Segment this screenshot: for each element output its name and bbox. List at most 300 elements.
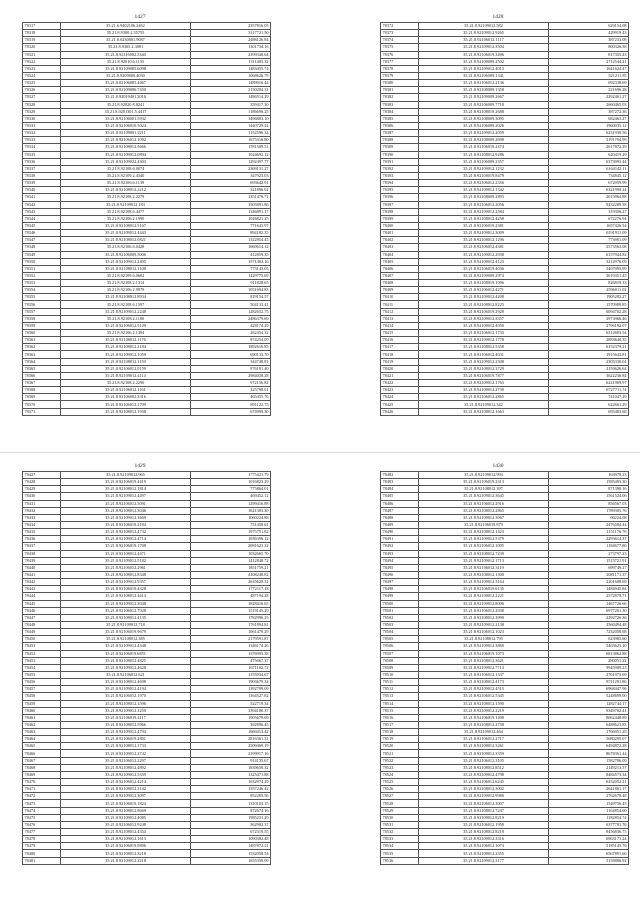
record-code-cell: 35.21.8.92109012.1613 [61, 836, 191, 843]
table-row [23, 757, 271, 764]
record-id-cell: 78345 [23, 222, 61, 229]
record-id-cell: 78405 [381, 258, 419, 265]
record-code-cell: 35.21.8.92108012.2739 [419, 387, 549, 394]
record-id-cell: 78419 [381, 358, 419, 365]
record-id-cell: 78394 [381, 180, 419, 187]
record-code-cell: 35.21.8.92109012.3359 [419, 750, 549, 757]
table-row [23, 486, 271, 493]
record-amount-cell: 1570989.85 [549, 301, 629, 308]
record-amount-cell: 1467726.66 [549, 600, 629, 607]
table-row [381, 380, 629, 387]
record-amount-cell: 2357816.05 [191, 23, 271, 30]
record-code-cell: 35.21.8.92109012.9986 [419, 793, 549, 800]
table-row [381, 514, 629, 521]
record-amount-cell: 387272.36 [549, 108, 629, 115]
table-row [381, 387, 629, 394]
table-row [23, 265, 271, 272]
record-code-cell: 35.21.8.92106019.6135 [419, 586, 549, 593]
record-amount-cell: 2984038.28 [191, 372, 271, 379]
record-code-cell: 35.21.8.92106012.1117 [419, 37, 549, 44]
record-id-cell: 78409 [381, 287, 419, 294]
record-id-cell: 78330 [23, 115, 61, 122]
record-amount-cell: 871390.16 [549, 486, 629, 493]
record-code-cell: 35.21.8.92109012.718 [61, 621, 191, 628]
record-amount-cell: 1026821.25 [191, 215, 271, 222]
record-amount-cell: 9232289.38 [549, 201, 629, 208]
record-amount-cell: 5159806.92 [549, 857, 629, 864]
record-id-cell: 78508 [381, 657, 419, 664]
record-code-cell: 35.21.8.92106012.1958 [419, 821, 549, 828]
table-row [23, 764, 271, 771]
record-amount-cell: 620419.29 [549, 151, 629, 158]
table-row [23, 843, 271, 850]
record-code-cell: 35.21.8.92106019.1824 [61, 800, 191, 807]
record-id-cell: 78446 [23, 607, 61, 614]
record-code-cell: 35.21.8.92109012.4714 [61, 536, 191, 543]
record-code-cell: 35.21.8.92106019.2801 [61, 736, 191, 743]
table-row [381, 829, 629, 836]
record-amount-cell: 2486379.69 [191, 315, 271, 322]
record-amount-cell: 2761973.69 [549, 671, 629, 678]
table-row [23, 557, 271, 564]
table-row [23, 607, 271, 614]
record-code-cell: 35.21.8.92109012.1059 [61, 351, 191, 358]
record-code-cell: 35.21.8.92109009.2667 [419, 94, 549, 101]
table-row [23, 857, 271, 864]
record-code-cell: 35.21.8.92106012.2056 [419, 201, 549, 208]
record-code-cell: 35.21.8.92108012.7247 [419, 807, 549, 814]
record-code-cell: 35.21.8.92109001.2211 [61, 130, 191, 137]
table-row [381, 208, 629, 215]
record-id-cell: 78526 [381, 786, 419, 793]
table-row [23, 287, 271, 294]
record-amount-cell: 1571402.16 [191, 258, 271, 265]
record-amount-cell: 1412848.72 [191, 557, 271, 564]
record-amount-cell: 741047.29 [549, 394, 629, 401]
record-code-cell: 35.21.8.92108009.3095 [419, 115, 549, 122]
table-row [381, 836, 629, 843]
record-code-cell: 35.21.8.92108012.2758 [419, 721, 549, 728]
record-id-cell: 78339 [23, 180, 61, 187]
record-amount-cell: 325798.01 [191, 387, 271, 394]
record-id-cell: 78431 [23, 500, 61, 507]
table-row [23, 693, 271, 700]
table-row [23, 564, 271, 571]
record-amount-cell: 2488126.84 [191, 37, 271, 44]
record-code-cell: 35.21.8.92109012.8219 [419, 814, 549, 821]
record-amount-cell: 6094702.28 [549, 308, 629, 315]
record-id-cell: 78480 [23, 850, 61, 857]
record-code-cell: 35.21.8.92010.6.1135 [61, 58, 191, 65]
record-code-cell: 35.21.8.92106.2.9979 [61, 287, 191, 294]
record-code-cell: 35.21.8.92109012.2059 [419, 130, 549, 137]
record-code-cell: 35.21.8.92109012.9357 [61, 579, 191, 586]
record-code-cell: 35.21.8.92109012.464 [419, 729, 549, 736]
page-1427 [22, 13, 269, 416]
record-code-cell: 35.21.8.92108012.8934 [61, 294, 191, 301]
record-id-cell: 78490 [381, 529, 419, 536]
table-row [23, 721, 271, 728]
record-id-cell: 78397 [381, 201, 419, 208]
record-code-cell: 35.21.8.92108012.4354 [61, 829, 191, 836]
table-row [23, 87, 271, 94]
record-amount-cell: 1186696.25 [191, 108, 271, 115]
record-id-cell: 78439 [23, 557, 61, 564]
table-row [381, 215, 629, 222]
record-code-cell: 35.21.8.92106.2.1394 [61, 330, 191, 337]
table-row [23, 807, 271, 814]
record-amount-cell: 1486514.29 [191, 94, 271, 101]
table-row [23, 215, 271, 222]
record-amount-cell: 428174.29 [191, 322, 271, 329]
record-id-cell: 78360 [23, 330, 61, 337]
table-row [381, 251, 629, 258]
record-id-cell: 78383 [381, 101, 419, 108]
table-row [381, 843, 629, 850]
record-code-cell: 35.21.8.92108012.1733 [61, 743, 191, 750]
record-id-cell: 78411 [381, 301, 419, 308]
record-amount-cell: 914135.67 [191, 757, 271, 764]
page-1430 [380, 462, 627, 865]
record-id-cell: 78485 [381, 493, 419, 500]
table-row [23, 736, 271, 743]
table-row [23, 372, 271, 379]
record-id-cell: 78487 [381, 507, 419, 514]
record-amount-cell: 362902.37 [191, 821, 271, 828]
record-amount-cell: 8484573.34 [549, 771, 629, 778]
record-code-cell: 35.21.8.92108012.1176 [61, 337, 191, 344]
record-amount-cell: 4108248.82 [191, 571, 271, 578]
page-gap [0, 452, 640, 453]
record-amount-cell: 1483455.74 [191, 65, 271, 72]
record-amount-cell: 1585493.30 [549, 479, 629, 486]
record-code-cell: 35.21.8.0230001.9087 [61, 37, 191, 44]
page-number: 1430 [492, 463, 504, 469]
record-id-cell: 78456 [23, 679, 61, 686]
table-row [23, 144, 271, 151]
record-amount-cell: 1282652.75 [191, 308, 271, 315]
record-code-cell: 35.21.8.92109012.5182 [61, 557, 191, 564]
record-amount-cell: 6373993.44 [549, 158, 629, 165]
record-id-cell: 78321 [23, 51, 61, 58]
record-id-cell: 78473 [23, 800, 61, 807]
table-row [23, 180, 271, 187]
table-row [23, 664, 271, 671]
record-amount-cell: 1484945.84 [549, 586, 629, 593]
records-table [22, 471, 271, 865]
table-row [23, 621, 271, 628]
record-amount-cell: 856567.03 [549, 500, 629, 507]
record-id-cell: 78505 [381, 636, 419, 643]
table-row [381, 258, 629, 265]
record-amount-cell: 771643.97 [191, 222, 271, 229]
record-code-cell: 35.21.8.9300.2.35755 [61, 30, 191, 37]
record-amount-cell: 5248699.00 [549, 693, 629, 700]
record-id-cell: 78325 [23, 80, 61, 87]
table-row [381, 521, 629, 528]
table-row [23, 322, 271, 329]
record-id-cell: 78452 [23, 650, 61, 657]
record-code-cell: 35.21.8.92106012.5345 [419, 693, 549, 700]
table-row [381, 330, 629, 337]
record-code-cell: 35.21.8.92109012.4348 [61, 643, 191, 650]
record-id-cell: 78536 [381, 857, 419, 864]
record-amount-cell: 2762678.48 [549, 793, 629, 800]
record-id-cell: 78349 [23, 251, 61, 258]
record-amount-cell: 2199348.64 [191, 51, 271, 58]
record-id-cell: 78359 [23, 322, 61, 329]
record-code-cell: 35.21.8.92106019.1408 [419, 714, 549, 721]
record-code-cell: 35.21.8.92109012.3869 [419, 643, 549, 650]
record-code-cell: 35.21.8.92109012.1778 [419, 337, 549, 344]
record-id-cell: 78350 [23, 258, 61, 265]
record-code-cell: 35.21.8.92108012.4135 [61, 614, 191, 621]
record-code-cell: 35.21.8.92109012.1342 [419, 187, 549, 194]
record-id-cell: 78346 [23, 230, 61, 237]
record-id-cell: 78416 [381, 337, 419, 344]
record-amount-cell: 6488623.83 [549, 721, 629, 728]
record-code-cell: 35.21.8.02106085.4467 [61, 80, 191, 87]
record-code-cell: 35.21.8.92108012.8218 [419, 829, 549, 836]
table-row [381, 130, 629, 137]
record-amount-cell: 1557246.42 [191, 786, 271, 793]
table-row [381, 265, 629, 272]
record-code-cell: 35.21.8.92108012.3218 [61, 850, 191, 857]
record-code-cell: 35.21.8.92106002.3316 [61, 394, 191, 401]
record-amount-cell: 8456836.75 [549, 829, 629, 836]
record-code-cell: 35.21.8.92108.6.0074 [61, 165, 191, 172]
table-row [381, 87, 629, 94]
record-id-cell: 78471 [23, 786, 61, 793]
table-row [23, 550, 271, 557]
record-code-cell: 35.21.8.92108012.3621 [419, 657, 549, 664]
record-id-cell: 78479 [23, 843, 61, 850]
record-id-cell: 78454 [23, 664, 61, 671]
table-row [23, 308, 271, 315]
record-amount-cell: 2015964.88 [549, 194, 629, 201]
table-row [381, 394, 629, 401]
table-row [23, 521, 271, 528]
record-code-cell: 35.21.8.92109012.3504 [419, 44, 549, 51]
table-row [23, 571, 271, 578]
table-row [23, 387, 271, 394]
table-row [23, 800, 271, 807]
record-code-cell: 35.21.8.92106019.2928 [419, 308, 549, 315]
record-code-cell: 35.21.8.92109012.1259 [61, 707, 191, 714]
record-code-cell: 35.21.8.92108012.8512 [419, 764, 549, 771]
record-amount-cell: 674999.30 [191, 408, 271, 415]
record-id-cell: 78386 [381, 122, 419, 129]
table-row [381, 237, 629, 244]
record-amount-cell: 690133.70 [191, 351, 271, 358]
record-amount-cell: 163978.23 [549, 472, 629, 479]
record-code-cell: 35.21.8.92109012.3164 [419, 579, 549, 586]
record-code-cell: 35.21.8.92108012.5358 [419, 344, 549, 351]
record-code-cell: 35.21.8.92106012.1733 [419, 330, 549, 337]
table-row [381, 72, 629, 79]
record-code-cell: 35.21.8.92108.6.4477 [61, 208, 191, 215]
record-code-cell: 35.21.8.92106019.1708 [61, 543, 191, 550]
record-amount-cell: 2660465.03 [549, 101, 629, 108]
record-code-cell: 35.21.8.92108012.8669 [61, 807, 191, 814]
record-amount-cell: 692338.69 [549, 80, 629, 87]
record-id-cell: 78381 [381, 87, 419, 94]
record-code-cell: 35.21.8.92106.6.1139 [61, 180, 191, 187]
table-row [23, 222, 271, 229]
record-id-cell: 78522 [381, 757, 419, 764]
table-row [23, 472, 271, 479]
record-id-cell: 78389 [381, 144, 419, 151]
table-row [23, 629, 271, 636]
table-row [381, 165, 629, 172]
record-id-cell: 78347 [23, 237, 61, 244]
record-id-cell: 78351 [23, 265, 61, 272]
record-id-cell: 78498 [381, 586, 419, 593]
table-row [381, 779, 629, 786]
table-row [381, 115, 629, 122]
record-code-cell: 35.21.8.92106012.2916 [419, 500, 549, 507]
table-row [381, 536, 629, 543]
record-id-cell: 78430 [23, 493, 61, 500]
table-row [23, 679, 271, 686]
record-id-cell: 78448 [23, 621, 61, 628]
record-amount-cell: 876191.40 [191, 365, 271, 372]
record-id-cell: 78342 [23, 201, 61, 208]
table-row [23, 208, 271, 215]
record-id-cell: 78358 [23, 315, 61, 322]
record-code-cell: 35.21.8.92106019.2313 [419, 479, 549, 486]
records-table [22, 22, 271, 416]
record-id-cell: 78449 [23, 629, 61, 636]
record-amount-cell: 6977261.30 [549, 607, 629, 614]
record-code-cell: 35.21.8.92109012.3645 [419, 493, 549, 500]
table-row [381, 850, 629, 857]
table-row [23, 650, 271, 657]
record-amount-cell: 1851759.21 [191, 564, 271, 571]
record-amount-cell: 1392799.09 [191, 686, 271, 693]
record-code-cell: 35.21.8.92108009.2502 [419, 58, 549, 65]
record-amount-cell: 5463625.10 [549, 643, 629, 650]
record-amount-cell: 1151176.76 [549, 529, 629, 536]
record-code-cell: 35.21.8.92108012.4471 [61, 550, 191, 557]
record-code-cell: 35.21.8.92106012.2865 [419, 394, 549, 401]
record-amount-cell: 1905282.27 [549, 294, 629, 301]
record-amount-cell: 1782996.25 [191, 614, 271, 621]
record-id-cell: 78336 [23, 158, 61, 165]
record-code-cell: 35.21.8.92109012.4497 [61, 493, 191, 500]
record-code-cell: 35.21.8.92108019.1096 [419, 280, 549, 287]
table-row [381, 144, 629, 151]
record-id-cell: 78453 [23, 657, 61, 664]
record-code-cell: 35.21.8.92106012.1074 [419, 843, 549, 850]
record-code-cell: 35.21.8.92108012.4825 [61, 657, 191, 664]
record-amount-cell: 6567891.66 [549, 850, 629, 857]
record-code-cell: 35.21.8.92109012.4085 [61, 814, 191, 821]
table-row [381, 201, 629, 208]
table-row [381, 365, 629, 372]
page-number: 1429 [134, 463, 146, 469]
record-code-cell: 35.21.8.92109012.9265 [419, 30, 549, 37]
record-id-cell: 78445 [23, 600, 61, 607]
record-id-cell: 78364 [23, 358, 61, 365]
record-code-cell: 35.21.8.92106010.5024 [61, 122, 191, 129]
record-id-cell: 78388 [381, 137, 419, 144]
record-amount-cell: 6494872.28 [549, 743, 629, 750]
record-id-cell: 78492 [381, 543, 419, 550]
record-amount-cell: 1182854.74 [549, 814, 629, 821]
record-id-cell: 78370 [23, 401, 61, 408]
table-row [23, 408, 271, 415]
record-code-cell: 35.21.8.92106012.4031 [419, 351, 549, 358]
record-amount-cell: 487194.28 [191, 593, 271, 600]
table-row [23, 187, 271, 194]
record-code-cell: 35.21.8.92019401.3016 [61, 94, 191, 101]
record-id-cell: 78459 [23, 700, 61, 707]
record-id-cell: 78424 [381, 394, 419, 401]
record-id-cell: 78486 [381, 500, 419, 507]
record-code-cell: 35.21.8.92108012.4123 [419, 258, 549, 265]
record-amount-cell: 6157944.82 [549, 251, 629, 258]
record-amount-cell: 2199917.16 [191, 750, 271, 757]
record-amount-cell: 1155934.67 [191, 671, 271, 678]
record-code-cell: 35.21.8.92108009.1358 [419, 87, 549, 94]
record-code-cell: 35.21.8.92108012.5666 [61, 144, 191, 151]
record-code-cell: 35.21.8.92108012.2865 [419, 507, 549, 514]
record-code-cell: 35.21.8.92108012.1423 [419, 529, 549, 536]
record-code-cell: 35.21.8.92108012.1814 [61, 486, 191, 493]
record-amount-cell: 1985231.29 [191, 814, 271, 821]
record-code-cell: 35.21.8.92106012.1337 [419, 671, 549, 678]
record-id-cell: 78418 [381, 351, 419, 358]
table-row [23, 151, 271, 158]
record-code-cell: 35.21.8.92108.2.1180 [61, 315, 191, 322]
table-row [23, 786, 271, 793]
record-amount-cell: 6252052.21 [549, 779, 629, 786]
record-code-cell: 35.21.8.92106019.4117 [61, 714, 191, 721]
record-id-cell: 78428 [23, 479, 61, 486]
record-id-cell: 78425 [381, 401, 419, 408]
record-amount-cell: 2150284.31 [191, 87, 271, 94]
record-amount-cell: 2081621.22 [191, 543, 271, 550]
record-amount-cell: 6191911.09 [549, 230, 629, 237]
record-id-cell: 78463 [23, 729, 61, 736]
record-amount-cell: 2712544.21 [549, 58, 629, 65]
record-id-cell: 78399 [381, 215, 419, 222]
table-row [381, 743, 629, 750]
record-amount-cell: 2081171.37 [549, 571, 629, 578]
record-code-cell: 35.21.8.92109012.3048 [61, 600, 191, 607]
record-id-cell: 78466 [23, 750, 61, 757]
table-row [23, 294, 271, 301]
record-code-cell: 35.21.8.92109012.5359 [61, 771, 191, 778]
record-code-cell: 35.21.8.92106009.1341 [419, 72, 549, 79]
record-id-cell: 78365 [23, 365, 61, 372]
table-row [381, 51, 629, 58]
record-id-cell: 78534 [381, 843, 419, 850]
table-row [381, 636, 629, 643]
table-row [381, 37, 629, 44]
record-amount-cell: 1489016.44 [191, 80, 271, 87]
record-amount-cell: 5191794.99 [549, 137, 629, 144]
record-amount-cell: 6813862.88 [549, 650, 629, 657]
record-code-cell: 35.21.8.92108012.1159 [61, 358, 191, 365]
record-id-cell: 78422 [381, 380, 419, 387]
table-row [23, 337, 271, 344]
record-code-cell: 35.21.8.92108012.5167 [61, 222, 191, 229]
record-id-cell: 78320 [23, 44, 61, 51]
record-id-cell: 78373 [381, 30, 419, 37]
record-amount-cell: 911828.65 [191, 280, 271, 287]
